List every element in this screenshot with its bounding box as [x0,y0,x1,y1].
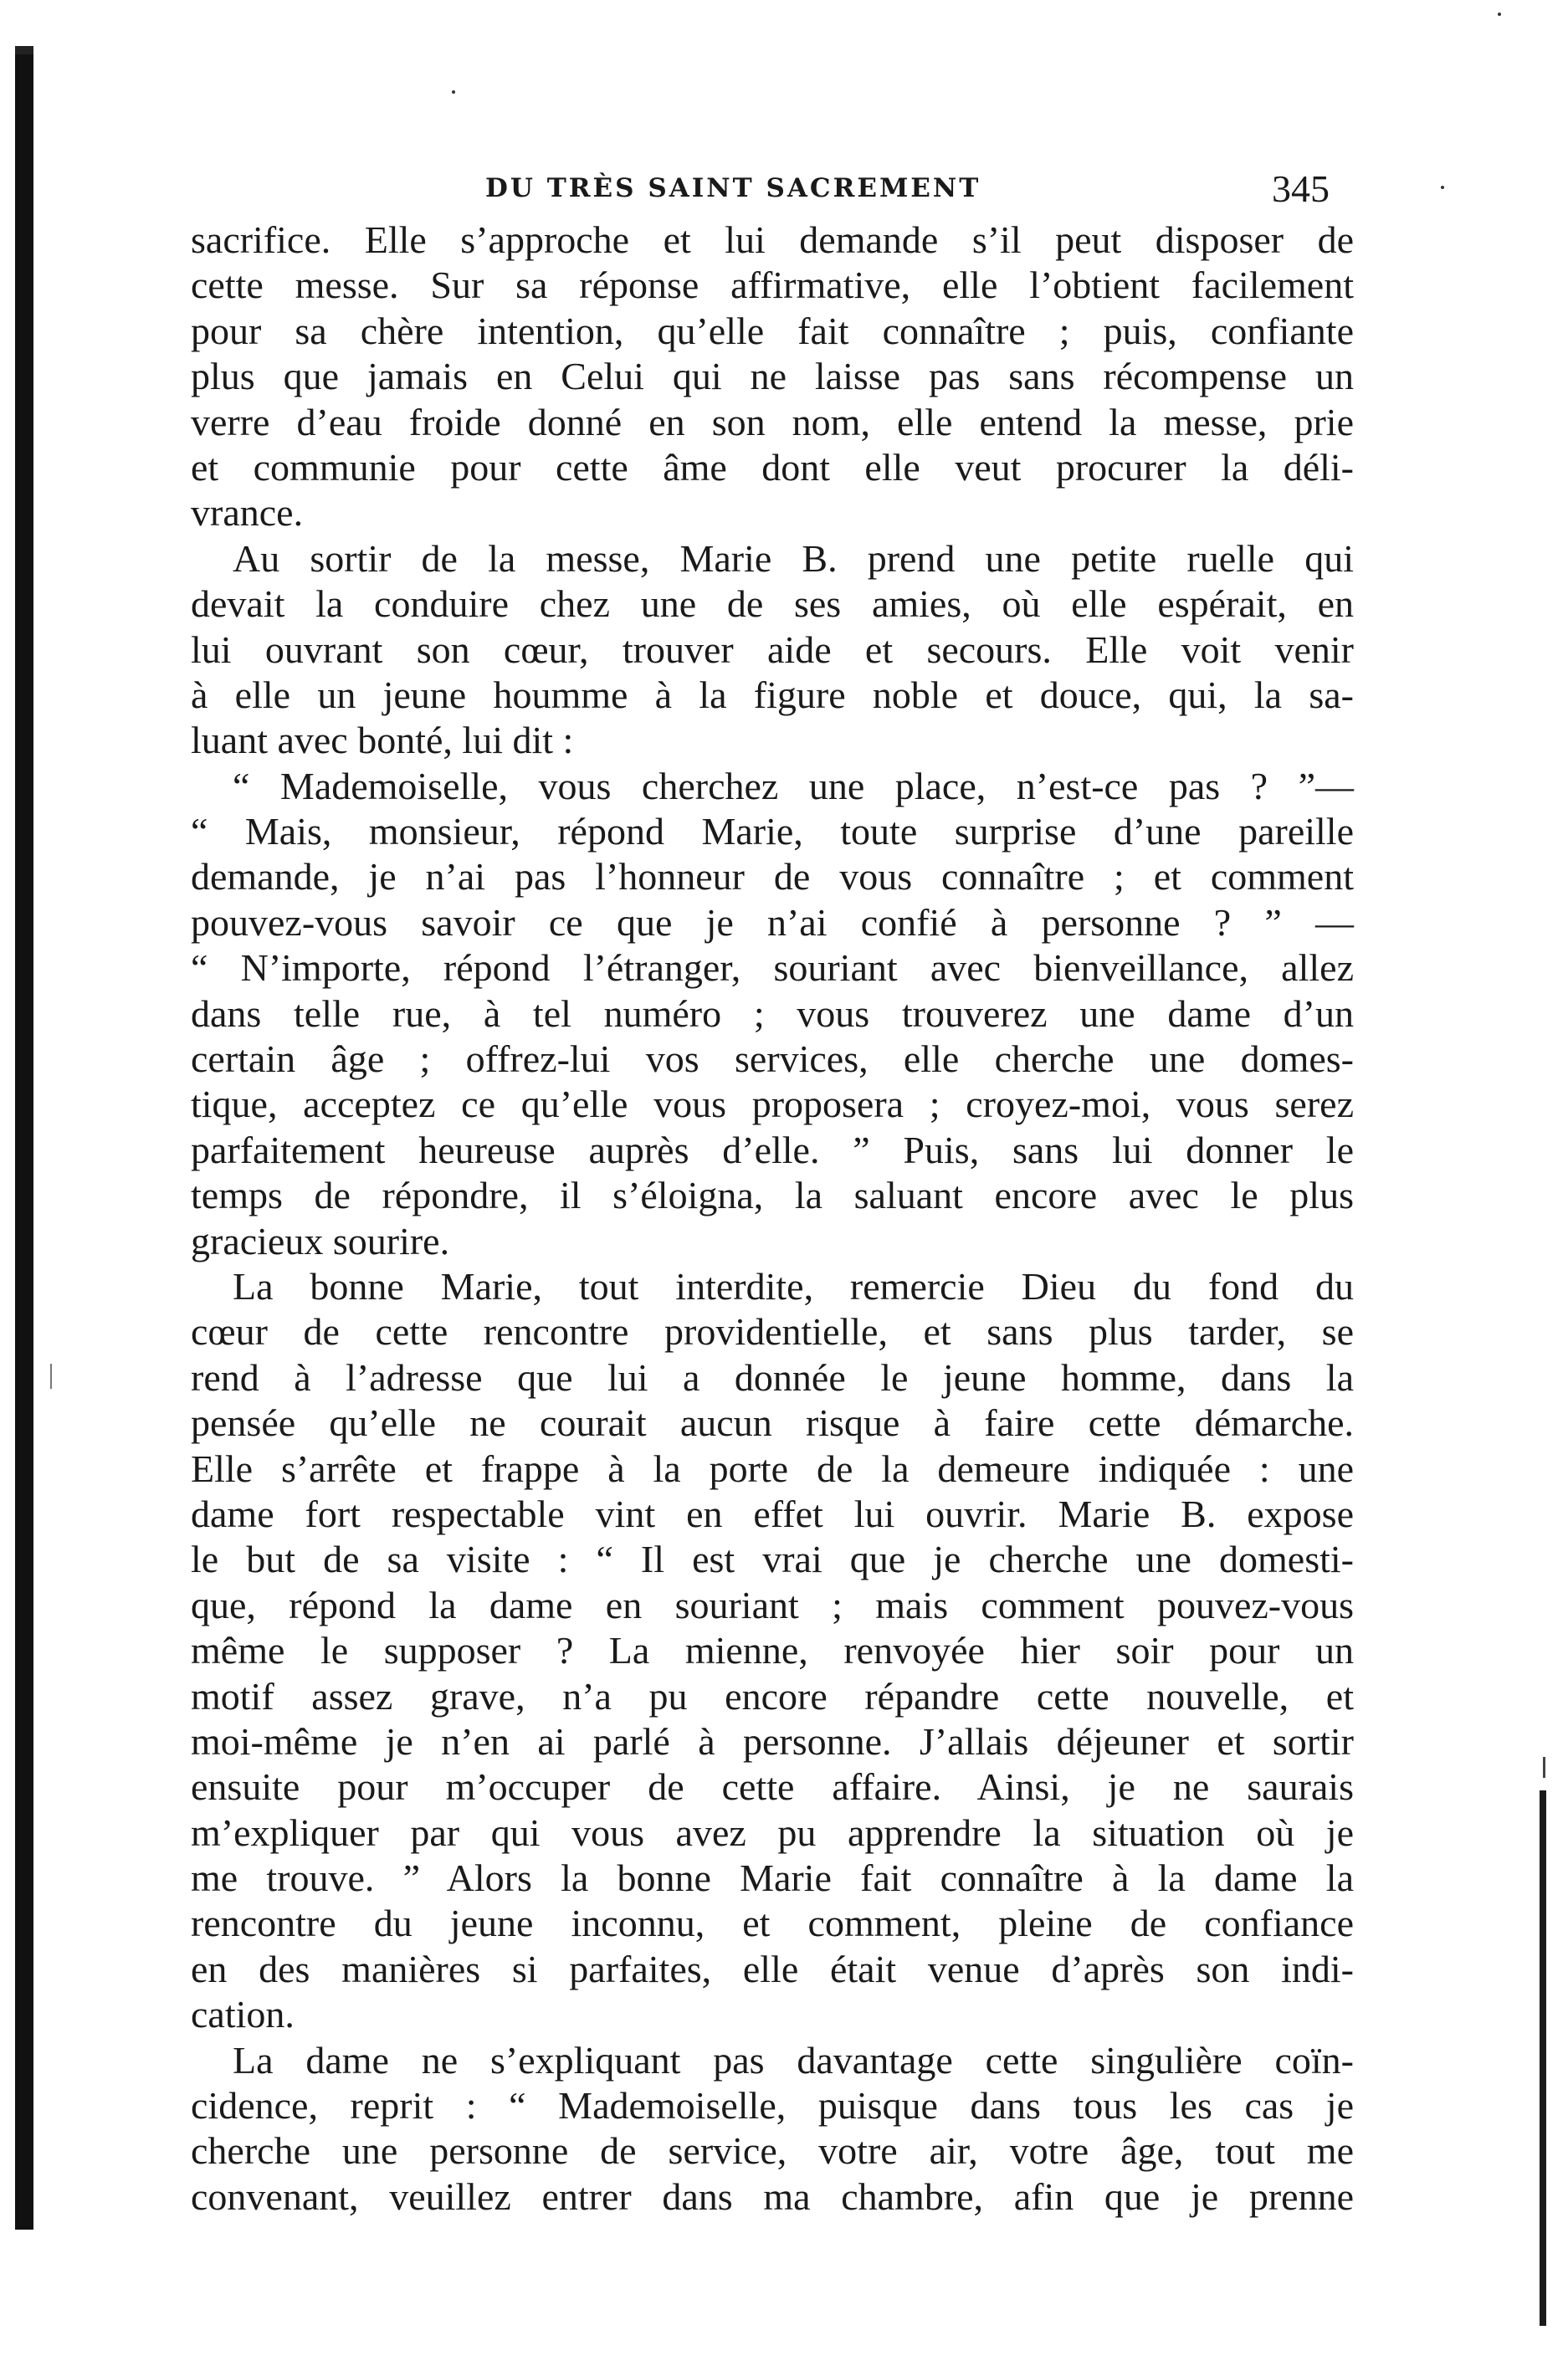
scan-speck [1441,186,1444,189]
text-line: dans telle rue, à tel numéro ; vous trouverez une dame d’un [191,991,1354,1035]
text-line: luant avec bonté, lui dit : [191,719,574,762]
text-line: certain âge ; offrez-lui vos services, elle cherche une domes- [191,1037,1354,1081]
text-line: vrance. [191,491,304,535]
text-line: le but de sa visite : “ Il est vrai que je cherche une domesti- [191,1538,1354,1581]
text-line: devait la conduire chez une de ses amies, où elle espérait, en [191,582,1354,626]
text-line: à elle un jeune houmme à la figure noble et douce, qui, la sa- [191,673,1354,716]
text-line: ensuite pour m’occuper de cette affaire. Ainsi, je ne saurais [191,1765,1354,1809]
text-line: m’expliquer par qui vous avez pu apprendre la situation où je [191,1810,1354,1854]
text-line: me trouve. ” Alors la bonne Marie fait connaître à la dame la [191,1856,1354,1900]
text-line: convenant, veuillez entrer dans ma chambre, afin que je prenne [191,2174,1354,2218]
text-line: Au sortir de la messe, Marie B. prend une petite ruelle qui [233,536,1354,580]
text-line: dame fort respectable vint en effet lui ouvrir. Marie B. expose [191,1492,1354,1535]
page-header [192,163,1364,213]
text-line: La bonne Marie, tout interdite, remercie Dieu du fond du [233,1264,1354,1308]
text-line: La dame ne s’expliquant pas davantage cette singulière coïn- [233,2038,1354,2082]
text-line: “ Mais, monsieur, répond Marie, toute surprise d’une pareille [191,810,1354,853]
text-line: pouvez-vous savoir ce que je n’ai confié à personne ? ” — [191,900,1354,944]
text-line: cidence, reprit : “ Mademoiselle, puisque dans tous les cas je [191,2084,1354,2128]
text-line: demande, je n’ai pas l’honneur de vous connaître ; et comment [191,855,1354,899]
text-line: en des manières si parfaites, elle était venue d’après son indi- [191,1947,1354,1990]
text-line: cation. [191,1993,295,2036]
text-line: lui ouvrant son cœur, trouver aide et secours. Elle voit venir [191,627,1354,671]
text-line: gracieux sourire. [191,1219,450,1262]
text-line: parfaitement heureuse auprès d’elle. ” Puis, sans lui donner le [191,1128,1354,1171]
body-text [191,218,1354,2220]
text-line: plus que jamais en Celui qui ne laisse pas sans récompense un [191,355,1354,398]
text-line: pour sa chère intention, qu’elle fait connaître ; puis, confiante [191,309,1354,352]
text-line: sacrifice. Elle s’approche et lui demande s’il peut disposer de [191,218,1354,261]
page-number: 345 [1272,167,1330,210]
text-line: “ N’importe, répond l’étranger, souriant avec bienveillance, allez [191,946,1354,990]
scan-edge-left [15,54,33,2230]
text-line: tique, acceptez ce qu’elle vous proposera ; croyez-moi, vous serez [191,1083,1354,1126]
text-line: même le supposer ? La mienne, renvoyée hier soir pour un [191,1629,1354,1672]
scan-edge-tick [1543,1757,1545,1778]
scan-edge-right [1540,1790,1546,2326]
text-line: rencontre du jeune inconnu, et comment, pleine de confiance [191,1902,1354,1945]
text-line: et communie pour cette âme dont elle veut procurer la déli- [191,445,1354,489]
scan-speck [452,90,455,94]
text-line: pensée qu’elle ne courait aucun risque à faire cette démarche. [191,1401,1354,1445]
text-line: cœur de cette rencontre providentielle, et sans plus tarder, se [191,1310,1354,1354]
text-line: que, répond la dame en souriant ; mais comment pouvez-vous [191,1583,1354,1626]
text-line: rend à l’adresse que lui a donnée le jeune homme, dans la [191,1355,1354,1399]
text-line: cherche une personne de service, votre air, votre âge, tout me [191,2129,1354,2173]
text-line: Elle s’arrête et frappe à la porte de la demeure indiquée : une [191,1447,1354,1490]
text-line: “ Mademoiselle, vous cherchez une place, n’est-ce pas ? ”— [233,764,1354,807]
scan-speck [1498,13,1501,16]
text-line: cette messe. Sur sa réponse affirmative, elle l’obtient facilement [191,264,1354,307]
scan-mark [50,1364,52,1389]
running-head: DU TRÈS SAINT SACREMENT [485,173,981,203]
text-line: temps de répondre, il s’éloigna, la saluant encore avec le plus [191,1174,1354,1217]
text-line: moi-même je n’en ai parlé à personne. J’allais déjeuner et sortir [191,1719,1354,1763]
text-line: motif assez grave, n’a pu encore répandre cette nouvelle, et [191,1674,1354,1718]
text-line: verre d’eau froide donné en son nom, elle entend la messe, prie [191,400,1354,443]
